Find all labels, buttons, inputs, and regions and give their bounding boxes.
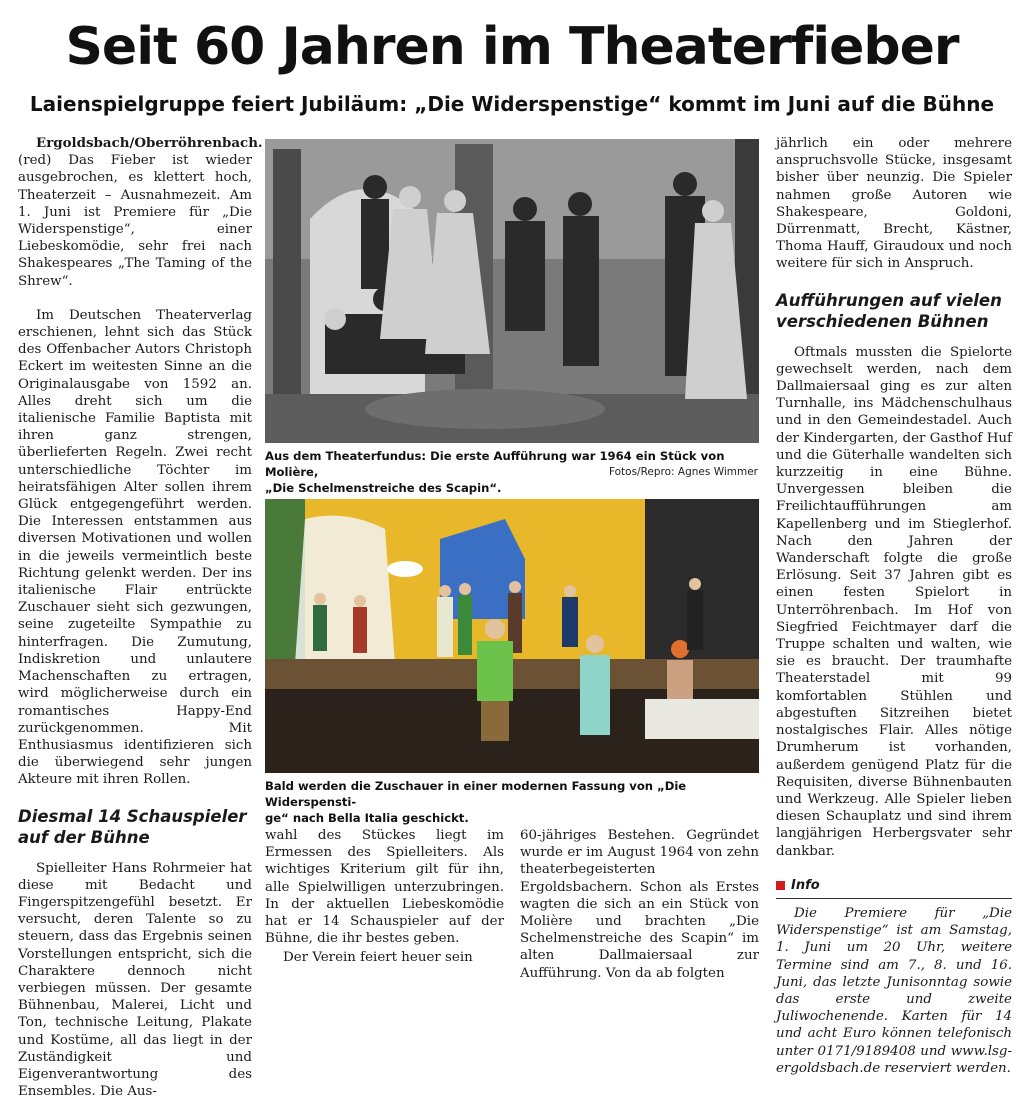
paragraph-director: Spielleiter Hans Rohrmeier hat diese mit Bedacht und Fingerspitzengefühl besetzt. Er versucht, deren Talente so zu steuern, dass das Ergebnis seinen Vorstellungen entspricht, sich die Charaktere dennoch nicht verbiegen müssen. Der gesamte Bühnenbau, Malerei, Licht und Ton, technische Leitung, Plakate und Kostüme, all das liegt in der Zuständigkeit und Eigenverantwortung des Ensembles. Die Aus- <box>18 860 252 1100</box>
paragraph-intro <box>18 135 263 290</box>
paragraph-founding: 60-jähriges Bestehen. Gegründet wurde er im August 1964 von zehn theaterbegeisterten Ergoldsbachern. Schon als Erstes wagten die sich an ein Stück von Molière und brachten „Die Schelmenstreiche des Scapin“ im alten Dallmaiersaal zur Aufführung. Von da ab folgten <box>520 828 759 981</box>
info-label: Info <box>791 877 820 893</box>
info-text: Die Premiere für „Die Widerspenstige“ ist am Samstag, 1. Juni um 20 Uhr, weitere Termine sind am 7., 8. und 16. Juni, das letzte Junisonntag sowie das erste und zweite Juliwochenende. Karten für 14 und acht Euro können telefonisch unter 0171/9189408 und www.lsg-ergoldsbach.de reserviert werden. <box>776 905 1012 1076</box>
subheadline: Laienspielgruppe feiert Jubiläum: „Die Widerspenstige“ kommt im Juni auf die Bühne <box>29 92 995 116</box>
paragraph-plot: Im Deutschen Theaterverlag erschienen, lehnt sich das Stück des Offenbacher Autors Christoph Eckert im weitesten Sinne an die Originalausgabe von 1592 an. Alles dreht sich um die italienische Familie Baptista mit ihren ganz strengen, überlieferten Regeln. Zwei recht unterschiedliche Töchter im heiratsfähigen Alter sollen ihrem Glück entgegengeführt werden. Die Interessen entstammen aus diversen Motivationen und wollen in die jeweils vermeintlich beste Richtung gelenkt werden. Der ins italienische Flair entrückte Zuschauer sieht sich gezwungen, seine zugeteilte Sympathie zu hinterfragen. Die Zumutung, Indiskretion und unlautere Machenschaften zu ertragen, wird möglicherweise durch ein romantisches Happy-End zurückgenommen. Mit Enthusiasmus identifizieren sich die überwiegend sehr jungen Akteure mit ihren Rollen. <box>18 307 252 788</box>
historic-caption-line-2: „Die Schelmenstreiche des Scapin“. <box>265 481 502 495</box>
crosshead-actors: Diesmal 14 Schauspieler auf der Bühne <box>18 806 247 847</box>
intro-text: (red) Das Fieber ist wieder ausgebrochen, es klettert hoch, Theaterzeit – Ausnahmezeit. Am 1. Juni ist Premiere für „Die Widerspenstige“, einer Liebeskomödie, sehr frei nach Shakespeares „The Taming of the Shrew“. <box>18 153 252 289</box>
crosshead-stages: Aufführungen auf vielen verschiedenen Bühnen <box>776 290 1002 331</box>
historic-photo <box>265 139 759 443</box>
column-4 <box>776 135 1012 1094</box>
stage-photo-image <box>265 499 759 773</box>
stage-caption-line-2: ge“ nach Bella Italia geschickt. <box>265 811 469 825</box>
column-1 <box>18 135 263 1117</box>
paragraph-authors: jährlich ein oder mehrere anspruchsvolle Stücke, insgesamt bisher über neunzig. Die Spieler nahmen große Autoren wie Shakespeare, Goldoni, Dürrenmatt, Brecht, Kästner, Thoma Hauff, Giraudoux und noch weitere für sich in Anspruch. <box>776 136 1012 272</box>
paragraph-venues: Oftmals mussten die Spielorte gewechselt werden, nach dem Dallmaiersaal ging es zur alten Turnhalle, ins Mädchenschulhaus und in den Gemeindestadel. Auch der Kindergarten, der Gasthof Huf und die Güterhalle wandelten sich kurzzeitig in eine Bühne. Unvergessen bleiben die Freilichtaufführungen am Kapellenberg und im Stieglerhof. Nach den Jahren der Wanderschaft folgte die große Erlösung. Seit 37 Jahren gibt es einen festen Spielort in Unterröhrenbach. Im Hof von Siegfried Feichtmayer darf die Truppe schalten und walten, wie sie es braucht. Der traumhafte Theaterstadel mit 99 komfortablen Stühlen und abgestuften Sitzreihen bietet nostalgisches Flair. Alles nötige Drumherum ist vorhanden, außerdem genügend Platz für die Requisiten, diverse Bühnenbauten und Werkzeug. Alle Spieler lieben diesen Schauplatz und sind ihrem langjährigen Herbergsvater sehr dankbar. <box>776 344 1012 859</box>
stage-photo <box>265 499 759 773</box>
headline: Seit 60 Jahren im Theaterfieber <box>65 17 959 77</box>
info-box-header <box>776 877 1012 894</box>
photo-credit: Fotos/Repro: Agnes Wimmer <box>608 466 758 478</box>
dateline: Ergoldsbach/Oberröhrenbach. <box>36 135 263 151</box>
info-square-icon <box>776 881 785 890</box>
stage-caption-line-1: Bald werden die Zuschauer in einer modernen Fassung von „Die Widerspensti- <box>265 779 687 809</box>
column-3 <box>520 827 759 999</box>
stage-photo-caption <box>265 778 759 826</box>
column-2 <box>265 827 504 984</box>
historic-caption-line-1: Aus dem Theaterfundus: Die erste Aufführung war 1964 ein Stück von Molière, <box>265 449 725 479</box>
info-divider <box>776 898 1012 899</box>
paragraph-selection: wahl des Stückes liegt im Ermessen des Spielleiters. Als wichtiges Kriterium gilt für ihn, alle Spielwilligen unterzubringen. In der aktuellen Liebeskomödie hat er 14 Schauspieler auf der Bühne, die ihr bestes geben. <box>265 828 504 947</box>
paragraph-anniversary-start: Der Verein feiert heuer sein <box>283 950 473 966</box>
historic-photo-image <box>265 139 759 443</box>
